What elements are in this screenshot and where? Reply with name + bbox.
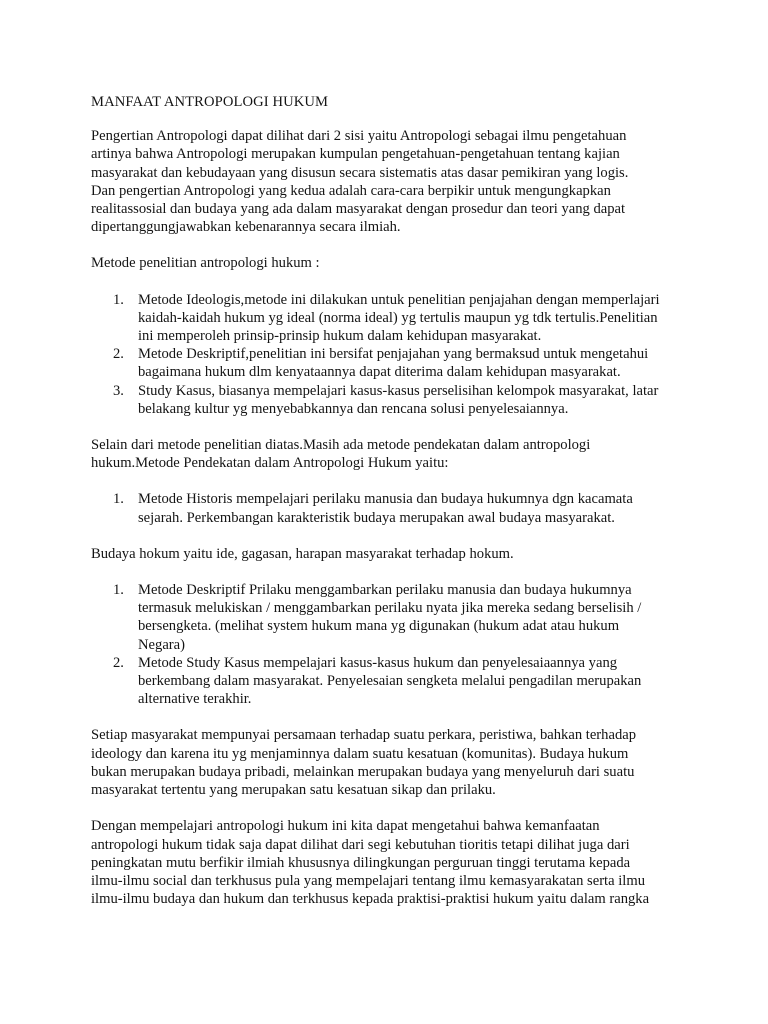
paragraph-society — [91, 726, 681, 799]
list-item-line: Metode Deskriptif,penelitian ini bersifat penjajahan yang bermaksud untuk mengetahui — [138, 346, 649, 363]
approach-methods-list — [91, 490, 681, 526]
list-item-line: alternative terakhir. — [138, 691, 252, 708]
paragraph-line: artinya bahwa Antropologi merupakan kumpulan pengetahuan-pengetahuan tentang kajian — [91, 146, 620, 163]
paragraph-line: Budaya hokum yaitu ide, gagasan, harapan masyarakat terhadap hokum. — [91, 545, 514, 562]
list-item-line: Metode Deskriptif Prilaku menggambarkan perilaku manusia dan budaya hukumnya — [138, 582, 632, 599]
paragraph-line: Dan pengertian Antropologi yang kedua adalah cara-cara berpikir untuk mengungkapkan — [91, 182, 611, 199]
paragraph-line: Pengertian Antropologi dapat dilihat dari 2 sisi yaitu Antropologi sebagai ilmu pengetahuan — [91, 128, 627, 145]
paragraph-benefits — [91, 817, 681, 908]
document-title: MANFAAT ANTROPOLOGI HUKUM — [91, 94, 329, 110]
paragraph-line: ilmu-ilmu budaya dan hukum dan terkhusus kepada praktisi-praktisi hukum yaitu dalam rangka — [91, 891, 650, 908]
list-item-line: Metode Ideologis,metode ini dilakukan untuk penelitian penjajahan dengan memperlajari — [138, 291, 660, 308]
paragraph-line: masyarakat dan kebudayaan yang disusun secara sistematis atas dasar pemikiran yang logis. — [91, 164, 629, 181]
list-item — [91, 345, 681, 381]
document-page — [91, 93, 681, 908]
paragraph-line: realitassosial dan budaya yang ada dalam masyarakat dengan prosedur dan teori yang dapat — [91, 201, 626, 218]
paragraph-approach-methods-intro — [91, 436, 681, 472]
paragraph-line: dipertanggungjawabkan kebenarannya secara ilmiah. — [91, 219, 401, 236]
paragraph-legal-culture — [91, 545, 681, 563]
list-item — [91, 291, 681, 346]
paragraph-definition — [91, 127, 681, 236]
list-number: 1. — [113, 582, 124, 599]
list-item — [91, 581, 681, 654]
list-number: 1. — [113, 291, 124, 308]
list-number: 2. — [113, 654, 124, 671]
list-item-line: Metode Historis mempelajari perilaku manusia dan budaya hukumnya dgn kacamata — [138, 491, 633, 508]
list-number: 3. — [113, 382, 124, 399]
list-item-line: kaidah-kaidah hukum yg ideal (norma ideal) yg tertulis maupun yg tdk tertulis.Penelitian — [138, 309, 658, 326]
legal-culture-methods-list — [91, 581, 681, 708]
paragraph-line: peningkatan mutu berfikir ilmiah khususnya dilingkungan perguruan tinggi terutama kepada — [91, 854, 631, 871]
research-methods-list — [91, 291, 681, 418]
paragraph-research-methods-heading — [91, 254, 681, 272]
paragraph-line: Metode penelitian antropologi hukum : — [91, 255, 320, 272]
list-number: 2. — [113, 346, 124, 363]
list-item-line: termasuk melukiskan / menggambarkan perilaku nyata jika mereka sedang berselisih / — [138, 600, 642, 617]
list-number: 1. — [113, 491, 124, 508]
list-item-line: berkembang dalam masyarakat. Penyelesaian sengketa melalui pengadilan merupakan — [138, 673, 642, 690]
list-item — [91, 382, 681, 418]
paragraph-line: Dengan mempelajari antropologi hukum ini kita dapat mengetahui bahwa kemanfaatan — [91, 818, 600, 835]
list-item-line: ini memperoleh prinsip-prinsip hukum dalam kehidupan masyarakat. — [138, 328, 542, 345]
list-item-line: Negara) — [138, 636, 185, 653]
list-item-line: bersengketa. (melihat system hukum mana yg digunakan (hukum adat atau hukum — [138, 618, 620, 635]
paragraph-line: ideology dan karena itu yg menjaminnya dalam suatu kesatuan (komunitas). Budaya hukum — [91, 745, 629, 762]
paragraph-line: ilmu-ilmu social dan terkhusus pula yang mempelajari tentang ilmu kemasyarakatan serta ilmu — [91, 872, 645, 889]
paragraph-line: Setiap masyarakat mempunyai persamaan terhadap suatu perkara, peristiwa, bahkan terhadap — [91, 727, 637, 744]
list-item-line: Metode Study Kasus mempelajari kasus-kasus hukum dan penyelesaiaannya yang — [138, 654, 618, 671]
list-item — [91, 490, 681, 526]
paragraph-line: bukan merupakan budaya pribadi, melainkan merupakan budaya yang menyeluruh dari suatu — [91, 763, 635, 780]
paragraph-line: Selain dari metode penelitian diatas.Masih ada metode pendekatan dalam antropologi — [91, 437, 591, 454]
list-item-line: bagaimana hukum dlm kenyataannya dapat diterima dalam kehidupan masyarakat. — [138, 364, 621, 381]
list-item-line: Study Kasus, biasanya mempelajari kasus-kasus perselisihan kelompok masyarakat, latar — [138, 382, 659, 399]
list-item-line: belakang kultur yg menyebabkannya dan rencana solusi penyelesaiannya. — [138, 400, 569, 417]
paragraph-line: masyarakat tertentu yang merupakan satu kesatuan sikap dan prilaku. — [91, 782, 496, 799]
paragraph-line: hukum.Metode Pendekatan dalam Antropologi Hukum yaitu: — [91, 455, 449, 472]
list-item — [91, 654, 681, 709]
paragraph-line: antropologi hukum tidak saja dapat dilihat dari segi kebutuhan tioritis tetapi dilihat juga dari — [91, 836, 630, 853]
list-item-line: sejarah. Perkembangan karakteristik budaya merupakan awal budaya masyarakat. — [138, 509, 615, 526]
